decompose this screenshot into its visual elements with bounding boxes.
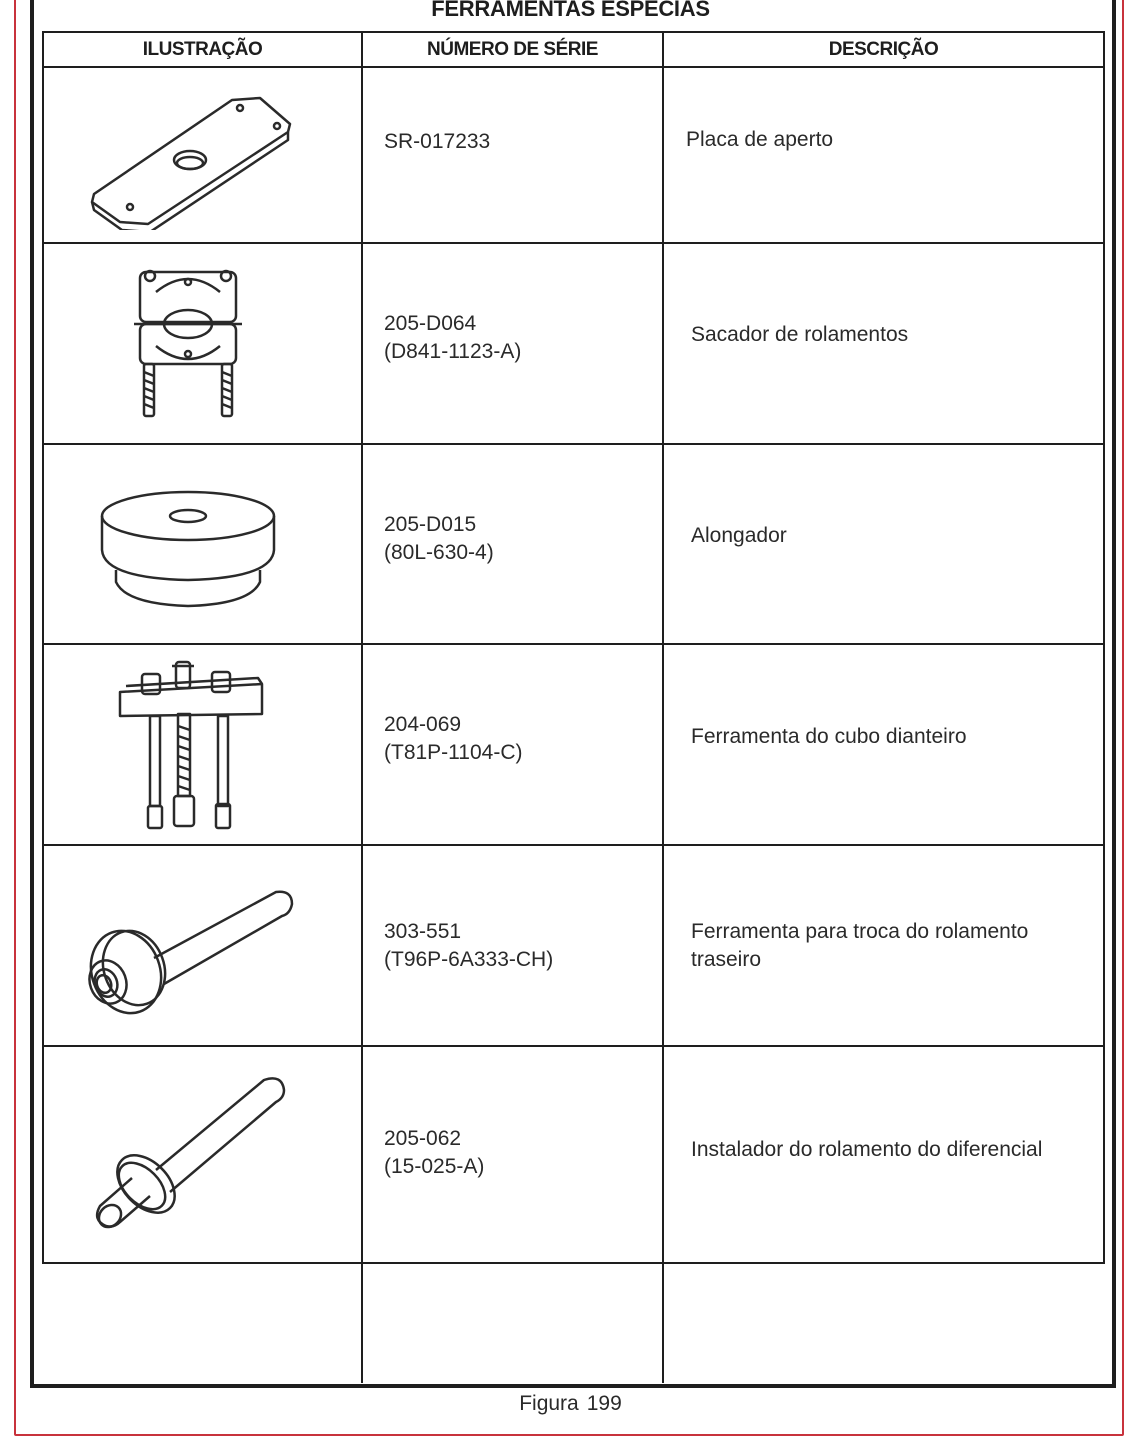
row-5-serial: [384, 918, 553, 974]
row-4-serial: [384, 711, 523, 767]
row-rule-6: [42, 1262, 1105, 1264]
figure-caption: [0, 1392, 1141, 1416]
row-rule-5: [42, 1045, 1105, 1047]
row-2-serial: [384, 310, 521, 366]
figure-number: 199: [586, 1392, 622, 1415]
row-3-serial: [384, 511, 494, 567]
col-rule-1: [361, 31, 363, 1383]
header-description: DESCRIÇÃO: [828, 39, 939, 60]
clamping-plate-icon: [80, 90, 300, 230]
row-rule-2: [42, 443, 1105, 445]
row-4-serial-primary: 204-069: [384, 713, 462, 736]
row-4-serial-secondary: (T81P-1104-C): [384, 741, 523, 764]
row-4-description: Ferramenta do cubo dianteiro: [691, 725, 967, 748]
row-2-description: Sacador de rolamentos: [691, 323, 909, 346]
row-1-serial: SR-017233: [384, 130, 491, 153]
row-1-description: Placa de aperto: [686, 128, 834, 151]
row-3-serial-secondary: (80L-630-4): [384, 541, 494, 564]
rear-bearing-tool-icon: [86, 884, 301, 1024]
header-illustration: ILUSTRAÇÃO: [142, 39, 263, 60]
row-6-description: Instalador do rolamento do diferencial: [691, 1138, 1043, 1161]
row-5-serial-primary: 303-551: [384, 920, 462, 943]
row-6-serial-primary: 205-062: [384, 1127, 462, 1150]
row-3-serial-primary: 205-D015: [384, 513, 477, 536]
figure-label: Figura: [519, 1392, 579, 1415]
bearing-puller-icon: [128, 262, 248, 422]
col-rule-right: [1103, 31, 1105, 1264]
extender-icon: [96, 482, 286, 612]
col-rule-2: [662, 31, 664, 1383]
row-rule-4: [42, 844, 1105, 846]
row-2-serial-primary: 205-D064: [384, 312, 477, 335]
row-6-serial-secondary: (15-025-A): [384, 1155, 485, 1178]
row-5-description: Ferramenta para troca do rolamento traseiro: [691, 920, 1029, 971]
row-5-serial-secondary: (T96P-6A333-CH): [384, 948, 554, 971]
header-serial-number: NÚMERO DE SÉRIE: [427, 39, 598, 60]
page-title: FERRAMENTAS ESPECIAS: [431, 0, 710, 21]
col-rule-left: [42, 31, 44, 1264]
row-3-description: Alongador: [691, 524, 787, 547]
front-hub-tool-icon: [112, 656, 272, 836]
row-rule-3: [42, 643, 1105, 645]
row-2-serial-secondary: (D841-1123-A): [384, 340, 522, 363]
row-rule-1: [42, 242, 1105, 244]
differential-bearing-installer-icon: [86, 1074, 291, 1234]
row-6-serial: [384, 1125, 484, 1181]
